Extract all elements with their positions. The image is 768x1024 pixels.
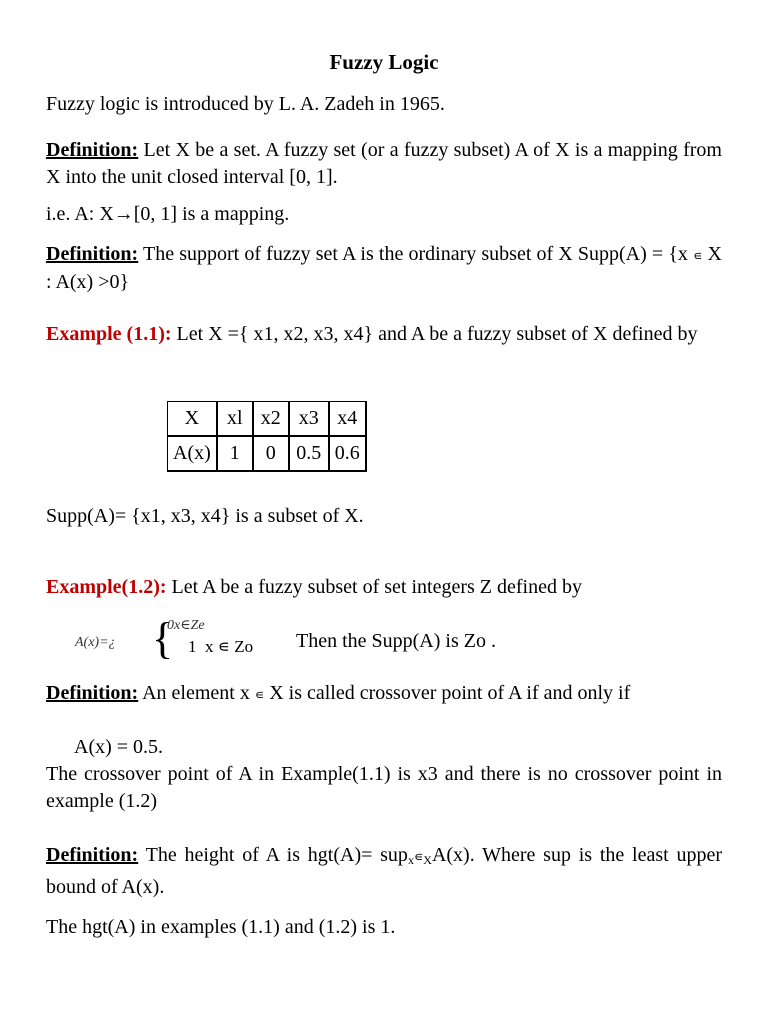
formula-case-top: 0x∈Ze — [167, 618, 205, 633]
formula-conclusion: Then the Supp(A) is Zo . — [296, 630, 496, 652]
crossover-note: The crossover point of A in Example(1.1) is x3 and there is no crossover point in example (1.2) — [46, 763, 722, 812]
definition-fuzzy-set — [46, 137, 722, 191]
definition-text: A(x). Where sup is the least upper bound of A(x). — [46, 844, 722, 898]
definition-text: An element x — [138, 682, 255, 704]
definition-support — [46, 241, 722, 296]
definition-text: X is called crossover point of A if and only if — [264, 682, 631, 704]
intro-paragraph: Fuzzy logic is introduced by L. A. Zadeh in 1965. — [46, 93, 445, 115]
membership-table — [167, 401, 367, 472]
table-cell: x2 — [253, 402, 289, 437]
table-cell: x4 — [329, 402, 366, 437]
definition-text: The support of fuzzy set A is the ordinary subset of X Supp(A) = {x — [138, 243, 694, 265]
example-text: Let X ={ x1, x2, x3, x4} and A be a fuzzy subset of X defined by — [171, 323, 698, 345]
table-cell: xl — [217, 402, 253, 437]
example-label: Example(1.2): — [46, 576, 167, 598]
support-result: Supp(A)= {x1, x3, x4} is a subset of X. — [46, 505, 364, 527]
formula-brace: { — [152, 614, 174, 663]
example-text: Let A be a fuzzy subset of set integers Z defined by — [166, 576, 582, 598]
definition-label: Definition: — [46, 844, 139, 866]
subscript: x — [407, 853, 414, 867]
table-row — [168, 436, 366, 471]
table-cell: 1 — [217, 436, 253, 471]
table-cell: 0.5 — [289, 436, 329, 471]
example-1-2 — [46, 574, 722, 601]
definition-text: The height of A is hgt(A)= sup — [138, 844, 408, 866]
definition-height — [46, 842, 722, 901]
mapping-line: i.e. A: X→[0, 1] is a mapping. — [46, 203, 290, 225]
definition-label: Definition: — [46, 243, 139, 265]
element-of-symbol: ∊ — [693, 248, 703, 263]
example-label: Example (1.1): — [46, 323, 172, 345]
table-cell: 0 — [253, 436, 289, 471]
definition-label: Definition: — [46, 139, 139, 161]
example-1-1 — [46, 321, 722, 348]
crossover-equation: A(x) = 0.5. — [74, 736, 164, 758]
definition-label: Definition: — [46, 682, 139, 704]
table-cell: x3 — [289, 402, 329, 437]
table-cell: A(x) — [168, 436, 217, 471]
table-row — [168, 402, 366, 437]
table-cell: 0.6 — [329, 436, 366, 471]
definition-text: Let X be a set. A fuzzy set (or a fuzzy subset) A of X is a mapping from X into the unit closed interval [0, 1]. — [46, 139, 722, 188]
subscript: X — [423, 853, 432, 867]
element-of-symbol: ∊ — [254, 687, 265, 702]
formula-lhs: A(x)=¿ — [75, 635, 116, 650]
table-cell: X — [168, 402, 217, 437]
height-result: The hgt(A) in examples (1.1) and (1.2) is 1. — [46, 916, 396, 938]
element-of-symbol: ∊ — [413, 849, 424, 864]
definition-text: X : A(x) >0} — [46, 243, 723, 293]
definition-crossover — [46, 680, 722, 708]
formula-case-bottom: 1 x ∊ Zo — [188, 637, 254, 656]
page-title: Fuzzy Logic — [329, 50, 439, 74]
